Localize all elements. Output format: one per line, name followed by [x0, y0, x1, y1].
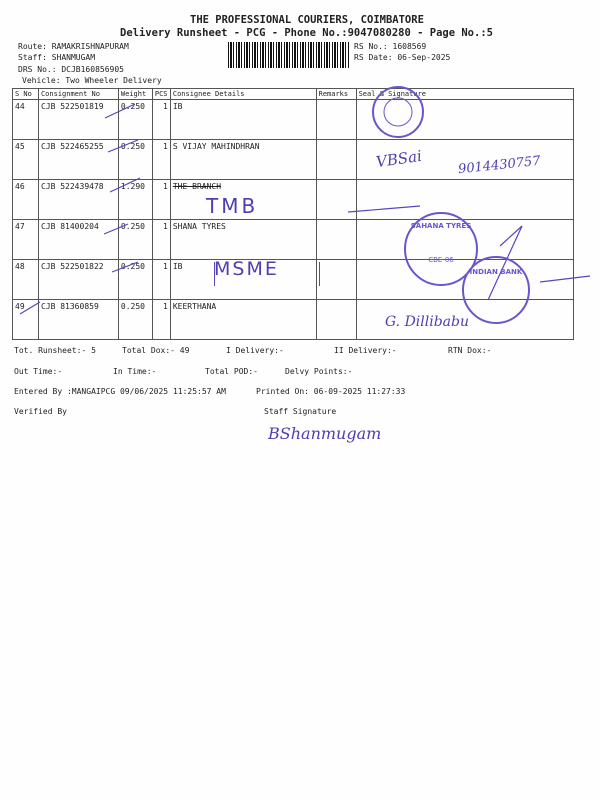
- staff-signature: BShanmugam: [268, 424, 382, 443]
- delvy-points: Delvy Points:-: [285, 367, 353, 376]
- drs-number: DRS No.: DCJB160856905: [18, 65, 124, 74]
- col-header-pcs: PCS: [152, 89, 170, 100]
- consignee-cell: IB: [170, 100, 316, 140]
- staff-label: Staff: SHANMUGAM: [18, 53, 96, 62]
- consignment-cell: CJB 522501819: [38, 100, 118, 140]
- pcs-cell: 1: [152, 180, 170, 220]
- tot-runsheet: Tot. Runsheet:- 5: [14, 346, 96, 355]
- seal-emblem-icon: [374, 88, 422, 136]
- consignee-cell: THE BRANCH: [170, 180, 316, 220]
- sno-cell: 44: [13, 100, 39, 140]
- consignment-cell: CJB 81360859: [38, 300, 118, 340]
- i-delivery: I Delivery:-: [226, 346, 284, 355]
- sahana-stamp-text: SAHANA TYRES: [410, 222, 472, 230]
- total-dox: Total Dox:- 49: [122, 346, 190, 355]
- entered-by: Entered By :MANGAIPCG 09/06/2025 11:25:57 AM: [14, 387, 226, 396]
- rtn-dox: RTN Dox:-: [448, 346, 492, 355]
- ii-delivery: II Delivery:-: [334, 346, 397, 355]
- consignee-cell: S VIJAY MAHINDHRAN: [170, 140, 316, 180]
- runsheet-subtitle: Delivery Runsheet - PCG - Phone No.:9047080280 - Page No.:5: [120, 27, 493, 39]
- in-time: In Time:-: [113, 367, 157, 376]
- verified-by: Verified By: [14, 407, 67, 416]
- msme-brackets: [214, 262, 320, 286]
- rs-date: RS Date: 06-Sep-2025: [354, 53, 451, 62]
- consignee-cell: SHANA TYRES: [170, 220, 316, 260]
- indian-bank-stamp-text: INDIAN BANK: [469, 268, 523, 276]
- weight-cell: 0.250: [118, 300, 152, 340]
- col-header-remarks: Remarks: [316, 89, 356, 100]
- col-header-consignee: Consignee Details: [170, 89, 316, 100]
- pcs-cell: 1: [152, 100, 170, 140]
- route-label: Route: RAMAKRISHNAPURAM: [18, 42, 129, 51]
- pcs-cell: 1: [152, 260, 170, 300]
- out-time: Out Time:-: [14, 367, 63, 376]
- handwritten-msme: MSME: [214, 258, 279, 280]
- weight-cell: 0.250: [118, 140, 152, 180]
- consignment-cell: CJB 81400204: [38, 220, 118, 260]
- col-header-weight: Weight: [118, 89, 152, 100]
- vehicle-label: Vehicle: Two Wheeler Delivery: [22, 76, 162, 85]
- consignee-cell: KEERTHANA: [170, 300, 316, 340]
- company-title: THE PROFESSIONAL COURIERS, COIMBATORE: [190, 14, 424, 26]
- staff-signature-label: Staff Signature: [264, 407, 337, 416]
- office-seal-stamp: [372, 86, 424, 138]
- handwritten-tmb: TMB: [206, 194, 259, 218]
- col-header-consignment: Consignment No: [38, 89, 118, 100]
- pcs-cell: 1: [152, 300, 170, 340]
- consignment-cell: CJB 522439478: [38, 180, 118, 220]
- sno-cell: 46: [13, 180, 39, 220]
- indian-bank-stamp: [462, 256, 530, 324]
- consignee-cell: IB: [170, 260, 316, 300]
- rs-number: RS No.: 1608569: [354, 42, 427, 51]
- weight-cell: 0.250: [118, 100, 152, 140]
- signature-vbsai: VBSai: [374, 146, 423, 172]
- sno-cell: 48: [13, 260, 39, 300]
- pcs-cell: 1: [152, 220, 170, 260]
- weight-cell: 0.250: [118, 220, 152, 260]
- consignment-cell: CJB 522465255: [38, 140, 118, 180]
- total-pod: Total POD:-: [205, 367, 258, 376]
- sahana-stamp-subtext: CBE-06: [428, 256, 454, 264]
- pcs-cell: 1: [152, 140, 170, 180]
- sno-cell: 49: [13, 300, 39, 340]
- signature-dillibabu: G. Dillibabu: [385, 314, 470, 330]
- consignment-cell: CJB 522501822: [38, 260, 118, 300]
- col-header-sno: S No: [13, 89, 39, 100]
- weight-cell: 1.290: [118, 180, 152, 220]
- sno-cell: 47: [13, 220, 39, 260]
- col-header-signature: Seal & Signature: [356, 89, 573, 100]
- weight-cell: 0.250: [118, 260, 152, 300]
- handwritten-phone: 9014430757: [457, 153, 542, 178]
- sno-cell: 45: [13, 140, 39, 180]
- printed-on: Printed On: 06-09-2025 11:27:33: [256, 387, 406, 396]
